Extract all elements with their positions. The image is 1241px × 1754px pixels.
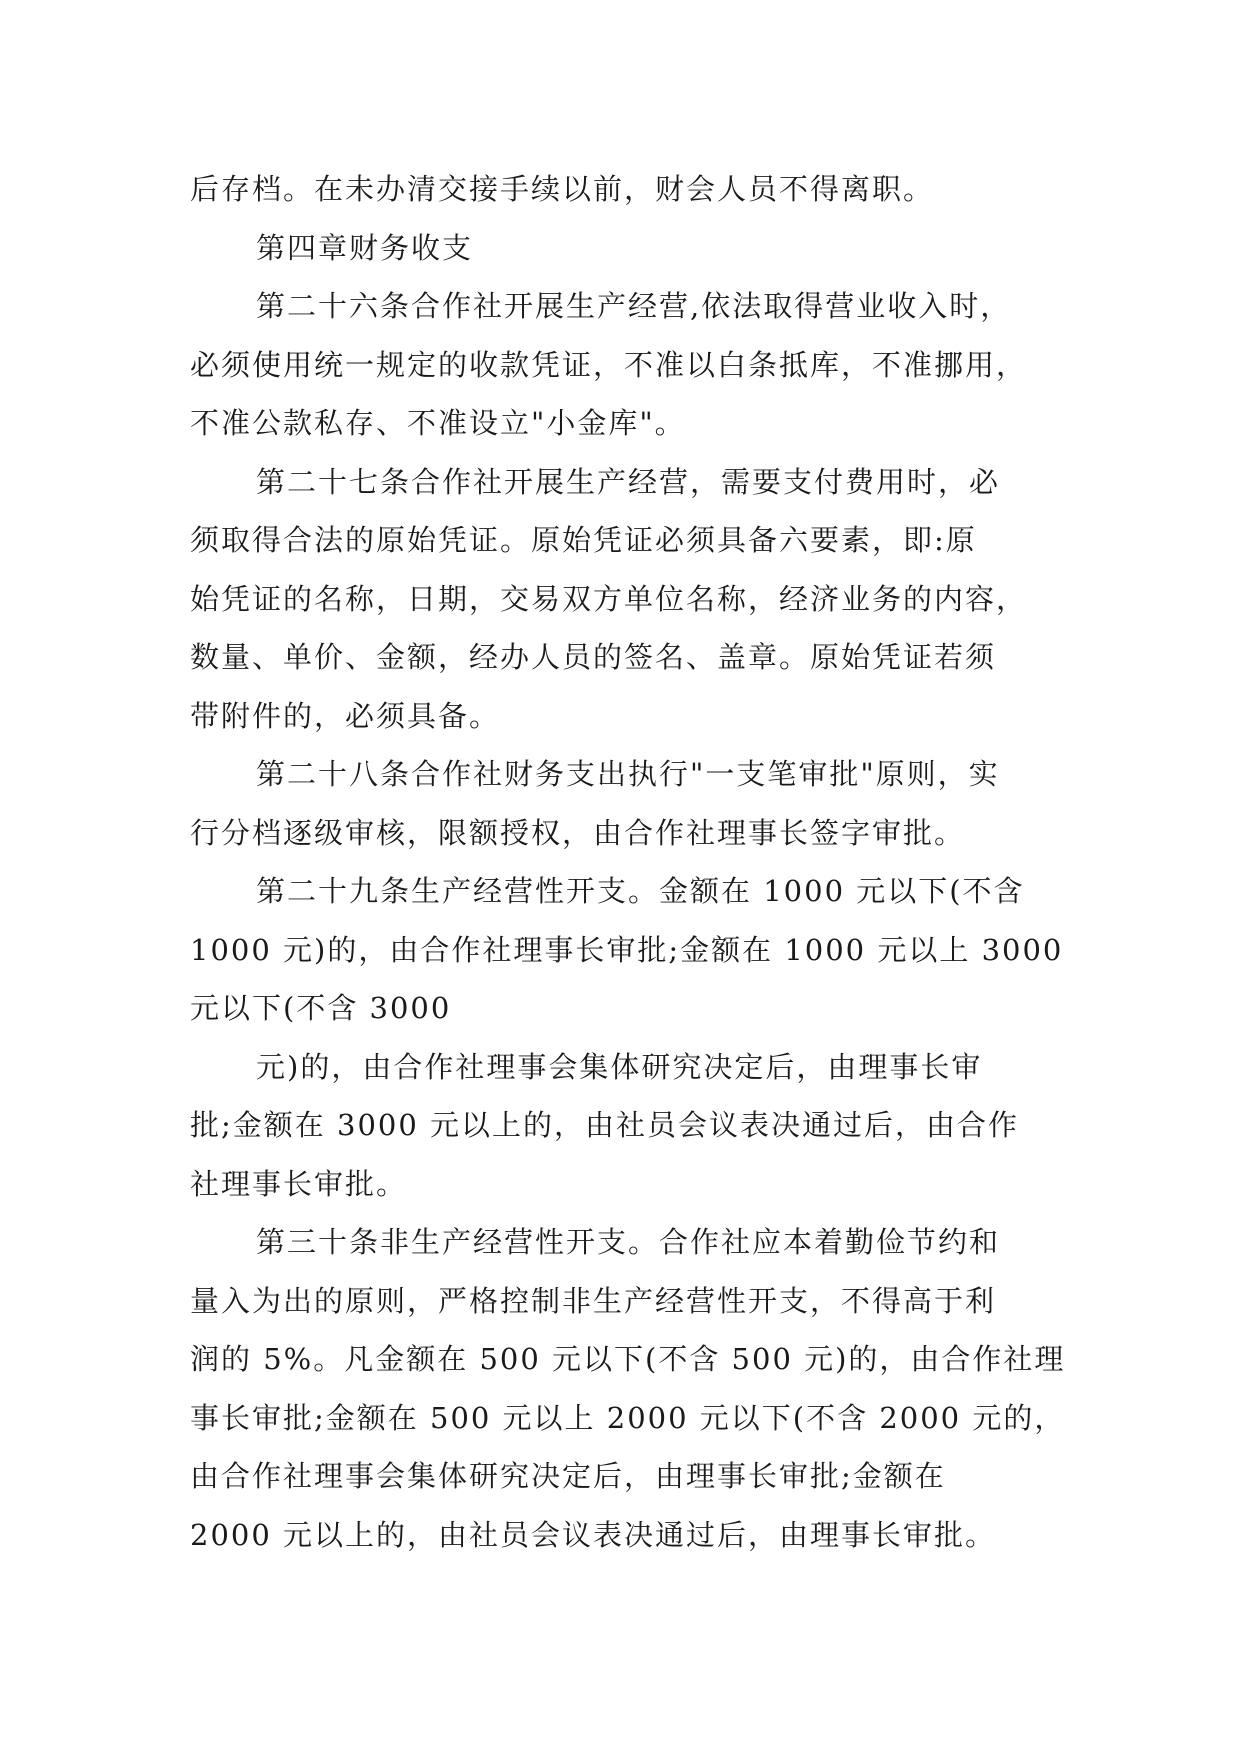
text-line: 元以下(不含 3000 xyxy=(190,991,452,1025)
text-line: 1000 元)的，由合作社理事长审批;金额在 1000 元以上 3000 xyxy=(190,932,1064,967)
text-line: 必须使用统一规定的收款凭证，不准以白条抵库，不准挪用， xyxy=(190,347,1028,382)
document-body xyxy=(190,160,1090,1564)
text-line: 数量、单价、金额，经办人员的签名、盖章。原始凭证若须 xyxy=(190,640,997,674)
text-line: 始凭证的名称，日期，交易双方单位名称，经济业务的内容， xyxy=(190,581,1028,616)
text-line: 量入为出的原则，严格控制非生产经营性开支，不得高于利 xyxy=(190,1283,997,1318)
text-line: 第二十六条合作社开展生产经营,依法取得营业收入时， xyxy=(256,289,1012,323)
text-line: 第二十八条合作社财务支出执行"一支笔审批"原则，实 xyxy=(256,757,1000,791)
text-line: 2000 元以上的，由社员会议表决通过后，由理事长审批。 xyxy=(190,1517,997,1552)
text-line: 第三十条非生产经营性开支。合作社应本着勤俭节约和 xyxy=(256,1225,1001,1259)
text-line: 事长审批;金额在 500 元以上 2000 元以下(不含 2000 元的， xyxy=(190,1400,1066,1435)
text-line: 社理事长审批。 xyxy=(190,1166,408,1201)
text-line: 带附件的，必须具备。 xyxy=(190,698,501,733)
text-line: 元)的，由合作社理事会集体研究决定后，由理事长审 xyxy=(256,1049,983,1084)
text-line: 后存档。在未办清交接手续以前，财会人员不得离职。 xyxy=(190,172,935,206)
text-line: 第二十九条生产经营性开支。金额在 1000 元以下(不含 xyxy=(256,874,1025,908)
chapter-heading: 第四章财务收支 xyxy=(256,230,474,265)
text-line: 润的 5%。凡金额在 500 元以下(不含 500 元)的，由合作社理 xyxy=(190,1342,1066,1376)
text-line: 第二十七条合作社开展生产经营，需要支付费用时，必 xyxy=(256,464,1001,499)
text-line: 批;金额在 3000 元以上的，由社员会议表决通过后，由合作 xyxy=(190,1108,1020,1142)
text-line: 须取得合法的原始凭证。原始凭证必须具备六要素，即:原 xyxy=(190,523,977,557)
text-line: 不准公款私存、不准设立"小金库"。 xyxy=(190,406,686,440)
text-line: 行分档逐级审核，限额授权，由合作社理事长签字审批。 xyxy=(190,815,966,850)
text-line: 由合作社理事会集体研究决定后，由理事长审批;金额在 xyxy=(190,1459,946,1493)
